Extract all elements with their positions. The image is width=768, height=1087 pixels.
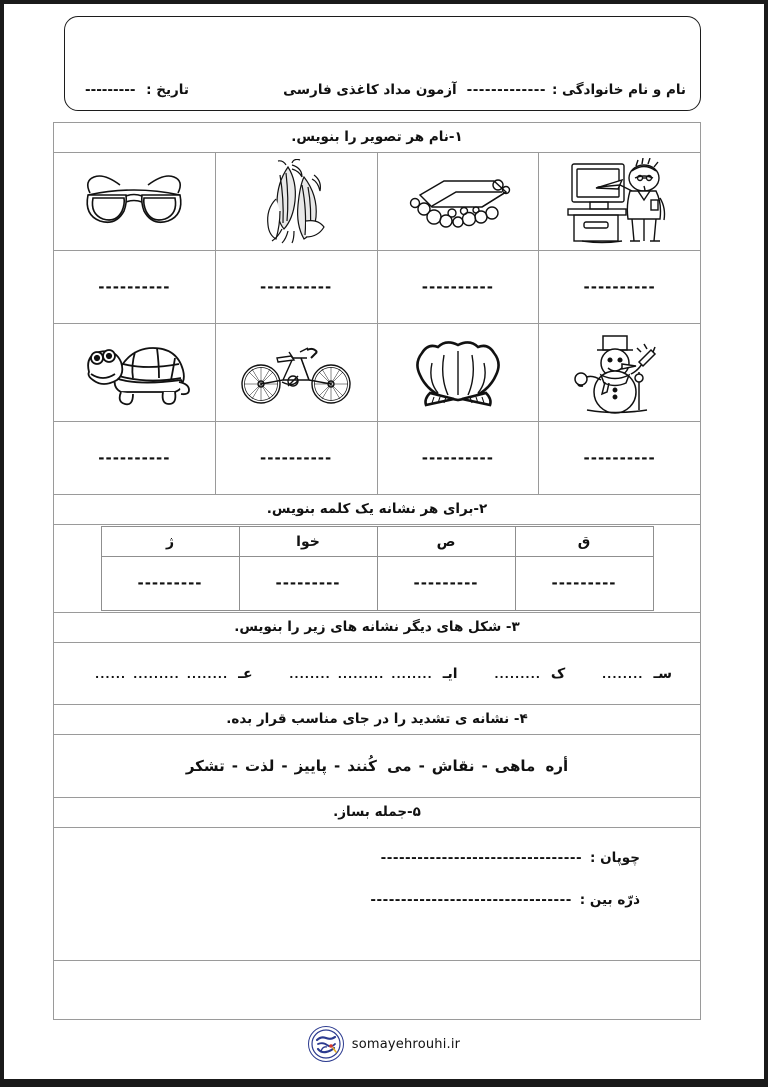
footer-spacer-row <box>54 961 700 1020</box>
q3-letter-4: عـ <box>238 665 253 682</box>
q2-answer-1[interactable] <box>515 557 653 611</box>
bicycle-icon <box>234 336 358 410</box>
q2-answer-4[interactable] <box>101 557 239 611</box>
blank-line: --------- <box>551 573 617 592</box>
q3-item-ayn[interactable] <box>88 666 252 682</box>
site-footer <box>4 1026 764 1062</box>
q5-blank-2[interactable]: --------------------------------- <box>370 892 572 908</box>
q1-picture-row-2 <box>54 324 700 422</box>
date-blank[interactable]: --------- <box>85 82 136 98</box>
picture-cell-corn-cobs <box>215 153 377 250</box>
picture-cell-teacher-at-board <box>538 153 700 250</box>
site-logo-icon <box>308 1026 344 1062</box>
site-url-text: somayehrouhi.ir <box>351 1036 461 1052</box>
picture-cell-snowman <box>538 324 700 421</box>
date-group <box>79 82 189 98</box>
name-label: نام و نام خانوادگی : <box>551 82 686 98</box>
answer-blank-3[interactable] <box>215 251 377 323</box>
turtle-icon <box>75 338 193 408</box>
worksheet-page <box>4 4 764 1079</box>
soap-bar-icon <box>398 165 518 239</box>
q5-prompt-shepherd <box>54 850 700 866</box>
q4-word-4[interactable]: پاییز <box>294 757 327 775</box>
blank-line: ---------- <box>421 277 495 296</box>
answer-blank-1[interactable] <box>538 251 700 323</box>
q1-answer-row-2 <box>54 422 700 495</box>
q4-word-1[interactable]: أره ماهی <box>494 757 569 775</box>
q5-sentence-area <box>54 828 700 961</box>
answer-blank-8[interactable] <box>54 422 215 494</box>
q4-sep-5: - <box>231 757 239 775</box>
picture-cell-eyeglasses <box>54 153 215 250</box>
blank-line: --------- <box>137 573 203 592</box>
q1-answer-row-1 <box>54 251 700 324</box>
corn-cobs-icon <box>248 159 344 245</box>
q2-table-wrap <box>54 525 700 613</box>
q4-word-2[interactable]: نقاش <box>431 757 475 775</box>
blank-line: --------- <box>413 573 479 592</box>
answer-blank-6[interactable] <box>377 422 539 494</box>
picture-cell-soap-bar <box>377 153 539 250</box>
q5-label-2: ذرّه بین : <box>579 892 640 908</box>
q3-letter-1: سـ <box>653 665 672 682</box>
q4-words-row <box>54 735 700 798</box>
eyeglasses-icon <box>74 171 194 233</box>
q3-item-alef-ye[interactable] <box>282 666 457 682</box>
q5-blank-1[interactable]: --------------------------------- <box>380 850 583 866</box>
q2-answer-2[interactable] <box>377 557 515 611</box>
picture-cell-turtle <box>54 324 215 421</box>
q3-dots-4: ....................... <box>95 667 229 681</box>
picture-cell-seashell <box>377 324 539 421</box>
blank-line: ---------- <box>583 448 656 467</box>
blank-line: --------- <box>275 573 341 592</box>
blank-line: ---------- <box>260 277 333 296</box>
answer-blank-2[interactable] <box>377 251 539 323</box>
blank-line: ---------- <box>421 448 495 467</box>
q1-title: ۱-نام هر تصویر را بنویس. <box>54 123 700 153</box>
name-blank[interactable]: ------------- <box>466 82 546 98</box>
q2-symbol-4: ژ <box>101 527 239 557</box>
q5-prompt-magnifier <box>54 892 700 908</box>
seashell-icon <box>406 337 510 409</box>
header-line <box>79 82 686 98</box>
q3-item-kaf[interactable] <box>487 666 565 682</box>
exam-title: آزمون مداد کاغذی فارسی <box>283 82 457 98</box>
q3-dots-3: ......................... <box>289 667 433 681</box>
q3-letter-2: ک <box>550 665 566 682</box>
blank-line: ---------- <box>260 448 333 467</box>
q4-sep-1: - <box>481 757 488 775</box>
q2-answer-row <box>101 557 653 611</box>
q5-title: ۵-جمله بساز. <box>54 798 700 828</box>
q4-sep-4: - <box>281 757 288 775</box>
q3-dots-2: ......... <box>494 667 541 681</box>
q4-sep-2: - <box>418 757 425 775</box>
q2-symbol-1: ق <box>515 527 653 557</box>
q5-label-1: چوپان : <box>590 850 640 866</box>
q4-word-list <box>186 757 568 775</box>
q3-item-seen[interactable] <box>595 666 672 682</box>
blank-line: ---------- <box>98 277 171 296</box>
student-info-box <box>64 16 701 111</box>
q4-word-3[interactable]: می کُنند <box>347 757 412 775</box>
q2-title: ۲-برای هر نشانه یک کلمه بنویس. <box>54 495 700 525</box>
q3-letter-3: ایـ <box>442 665 458 682</box>
q3-letters-row <box>54 643 700 705</box>
blank-line: ---------- <box>98 448 171 467</box>
logo-calligraphy <box>311 1029 341 1059</box>
worksheet-body <box>53 122 701 1020</box>
q2-symbol-3: خوا <box>239 527 377 557</box>
teacher-at-board-icon <box>560 158 680 246</box>
blank-line: ---------- <box>583 277 656 296</box>
answer-blank-4[interactable] <box>54 251 215 323</box>
q4-sep-3: - <box>334 757 341 775</box>
picture-cell-bicycle <box>215 324 377 421</box>
q1-picture-row-1 <box>54 153 700 251</box>
answer-blank-7[interactable] <box>215 422 377 494</box>
q2-answer-3[interactable] <box>239 557 377 611</box>
q2-symbols-table <box>101 526 654 611</box>
q3-dots-1: ........ <box>602 667 644 681</box>
q4-title: ۴- نشانه ی تشدید را در جای مناسب قرار بده. <box>54 705 700 735</box>
q4-word-5[interactable]: لذت <box>245 757 275 775</box>
q3-title: ۳- شکل های دیگر نشانه های زیر را بنویس. <box>54 613 700 643</box>
answer-blank-5[interactable] <box>538 422 700 494</box>
snowman-icon <box>565 330 675 416</box>
q2-symbol-row <box>101 527 653 557</box>
q4-word-6[interactable]: تشکر <box>185 757 225 775</box>
q2-symbol-2: ص <box>377 527 515 557</box>
date-label: تاریخ : <box>146 82 189 98</box>
